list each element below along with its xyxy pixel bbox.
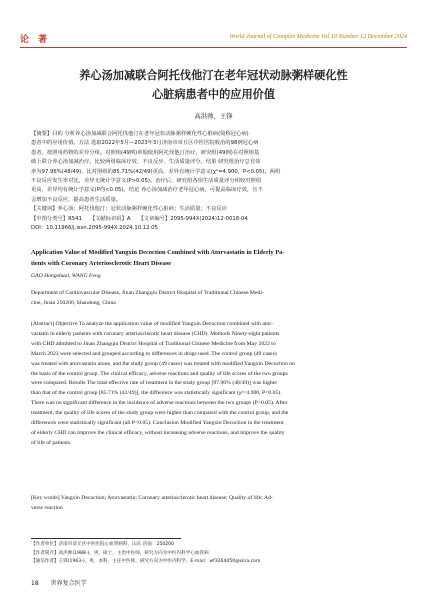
abstract-en-line: differences were statistically significant (all P<0.05). Conclusion Modified Yangxin Decoction in the treatment xyxy=(31,420,284,427)
abstract-en-line: March 2023 were selected and grouped according to differences in drugs used. The control group (49 cases) xyxy=(31,350,277,357)
affiliation-en-line: cine, Jinan 250200, Shandong, China xyxy=(31,299,116,306)
title-cn-line-1: 养心汤加减联合阿托伐他汀在老年冠状动脉粥样硬化性 xyxy=(79,69,348,82)
footnote-affiliation: 【作者单位】济南市章丘区中医医院心血管病科，山东 济南 250200 xyxy=(31,542,175,547)
authors-en: GAO Hongshuai, WANG Feng xyxy=(31,273,101,279)
footnotes xyxy=(31,541,396,567)
running-header xyxy=(20,32,407,44)
footnote-rule xyxy=(31,538,181,539)
abstract-en-line: vastatin in elderly patients with coronary arteriosclerotic heart disease (CHD). Methods Ninety-eight patients xyxy=(31,330,280,337)
footer-journal: 世界复合医学 xyxy=(50,580,87,587)
abstract-en-line: There was no significant difference in the incidence of adverse reactions between the two groups (P>0.05). After xyxy=(31,400,288,407)
keywords-en xyxy=(31,494,396,514)
abstract-cn-line: 不良反应发生率对比，差异无统计学意义(P>0.05)。治疗后，研究组各项生活质量评分相较对照组 xyxy=(31,178,262,185)
footnote-author-bio: 【作者简介】高洪帅(1988-)，男，硕士，主治中医师，研究方向为中医内科学心血管病 xyxy=(31,550,209,556)
abstract-cn xyxy=(31,130,396,233)
abstract-en xyxy=(31,320,396,449)
footnote-correspondence: 【通信作者】王锋(1963-)，男，本科，主任中医师，研究方向为中医内科学。E-mail：wf3264450@sina.com xyxy=(31,559,261,565)
abstract-cn-line: 础上联合养心汤加减治疗。比较两组临床疗效、不良反应、生活质量评分。结果 研究组治疗总有效 xyxy=(31,159,261,166)
abstract-en-line: the basis of the control group. The clinical efficacy, adverse reactions and quality of life scores of the two groups xyxy=(31,370,288,377)
abstract-en-line: treatment, the quality of life scores of the study group were higher than compared with the control group, and the xyxy=(31,410,289,417)
title-en-line: Application Value of Modified Yangxin Decoction Combined with Atorvastatin in Elderly Pa- xyxy=(31,249,285,256)
journal-header: World Journal of Complex Medicine Vol.10 Number 12 December 2024 xyxy=(229,33,407,40)
affiliation-en xyxy=(31,289,396,309)
header-rule xyxy=(20,47,407,48)
keywords-en-line: verse reaction xyxy=(31,504,63,511)
abstract-cn-line: 率为97.96%(48/49)，比对照组的85.71%(42/49)更高，差异有统计学意义(χ²=4.900，P<0.05)。两组 xyxy=(31,168,281,175)
title-cn-line-2: 心脏病患者中的应用价值 xyxy=(151,88,276,101)
abstract-cn-line: 会增加不良反应，提高患者生活质量。 xyxy=(31,196,122,203)
abstract-en-line: [Abstract] Objective To analyze the application value of modified Yangxin Decoction combined with ator- xyxy=(31,321,273,327)
authors-en-block xyxy=(31,272,396,282)
abstract-en-line: of elderly CHD can improve the clinical efficacy, without increasing adverse reactions, and improve the quality xyxy=(31,429,285,436)
classification-cn: 【中图分类号】R541 【文献标识码】A 【文章编号】2095-994X(2024)12-0018-04 xyxy=(31,215,248,222)
section-label: 论 著 xyxy=(20,35,48,45)
abstract-cn-line: 患者中的应用价值。方法 选取2022年5月—2023年3月济南市章丘区中医医院收治的98例冠心病 xyxy=(31,140,259,147)
authors-cn: 高洪帅，王锋 xyxy=(194,112,233,120)
abstract-en-line: of life of patients. xyxy=(31,439,72,446)
title-en xyxy=(31,247,396,269)
affiliation-en-line: Department of Cardiovascular Disease, Jinan Zhangqiu District Hospital of Traditional Chinese Medi- xyxy=(31,290,264,296)
abstract-cn-line: 更高，差异均有统计学意义(P均<0.05)。结论 养心汤加减治疗老年冠心病，可提高临床疗效，且不 xyxy=(31,187,263,194)
doi: DOI：10.11966/j.issn.2095-994X.2024.10.12.05 xyxy=(31,225,158,232)
abstract-en-line: was treated with atorvastatin alone, and the study group (49 cases) was treated with modified Yangxin Decoction on xyxy=(31,360,295,367)
keywords-cn: 【关键词】养心汤；阿托伐他汀；冠状动脉粥样硬化性心脏病；生活质量；不良反应 xyxy=(31,206,227,213)
page-footer xyxy=(31,578,87,587)
abstract-cn-line: 患者，按照用药物的差异分组。对照组(49例)单独使用阿托伐他汀治疗，研究组(49例)在对照组基 xyxy=(31,149,260,156)
abstract-en-line: than that of the control group [85.71% (42/49)], the difference was statistically significant (χ²=4.900, P<0.05). xyxy=(31,390,282,397)
keywords-en-line: [Key words] Yangxin Decoction; Atorvastatin; Coronary arteriosclerotic heart disease; Quality of life; Ad- xyxy=(31,495,273,501)
abstract-en-line: were compared. Results The total effective rate of treatment in the study group [97.96% (48/49)] was higher xyxy=(31,380,278,387)
page-number: 18 xyxy=(31,580,39,587)
abstract-cn-line: 【摘要】目的 分析养心汤加减联合阿托伐他汀在老年冠状动脉粥样硬化性心脏病(简称冠心病) xyxy=(31,131,249,137)
abstract-en-line: with CHD admitted to Jinan Zhangqiu District Hospital of Traditional Chinese Medicine from May 2022 to xyxy=(31,340,276,347)
title-en-line: tients with Coronary Arteriosclerotic Heart Disease xyxy=(31,260,172,267)
